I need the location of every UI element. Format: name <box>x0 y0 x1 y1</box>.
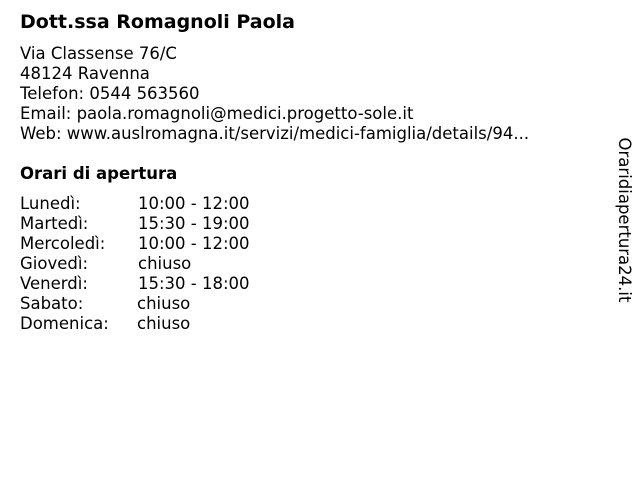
day-hours: 15:30 - 18:00 <box>138 274 250 293</box>
day-label: Mercoledì: <box>20 234 106 253</box>
day-label: Lunedì: <box>20 194 81 213</box>
day-label: Giovedì: <box>20 254 88 273</box>
practice-name: Dott.ssa Romagnoli Paola <box>20 11 296 33</box>
hours-row-tuesday <box>20 214 320 234</box>
day-hours: 10:00 - 12:00 <box>138 234 250 253</box>
opening-hours-heading: Orari di apertura <box>20 164 178 183</box>
day-label: Sabato: <box>20 294 84 313</box>
city-line: 48124 Ravenna <box>20 64 150 83</box>
day-label: Venerdì: <box>20 274 88 293</box>
hours-row-wednesday <box>20 234 320 254</box>
day-hours: chiuso <box>138 254 192 273</box>
day-label: Martedì: <box>20 214 89 233</box>
hours-row-friday <box>20 274 320 294</box>
contact-block <box>20 44 529 144</box>
address-line: Via Classense 76/C <box>20 44 177 63</box>
day-hours: chiuso <box>137 314 191 333</box>
day-label: Domenica: <box>20 314 109 333</box>
web-line: Web: www.auslromagna.it/servizi/medici-famiglia/details/94... <box>20 124 530 143</box>
day-hours: 15:30 - 19:00 <box>138 214 250 233</box>
hours-row-sunday <box>20 314 320 334</box>
phone-line: Telefon: 0544 563560 <box>20 84 200 103</box>
hours-row-thursday <box>20 254 320 274</box>
hours-row-saturday <box>20 294 320 314</box>
day-hours: 10:00 - 12:00 <box>138 194 250 213</box>
opening-hours-table <box>20 194 320 334</box>
hours-row-monday <box>20 194 320 214</box>
day-hours: chiuso <box>137 294 191 313</box>
email-line: Email: paola.romagnoli@medici.progetto-sole.it <box>20 104 414 123</box>
site-watermark: Oraridiapertura24.it <box>615 137 634 303</box>
